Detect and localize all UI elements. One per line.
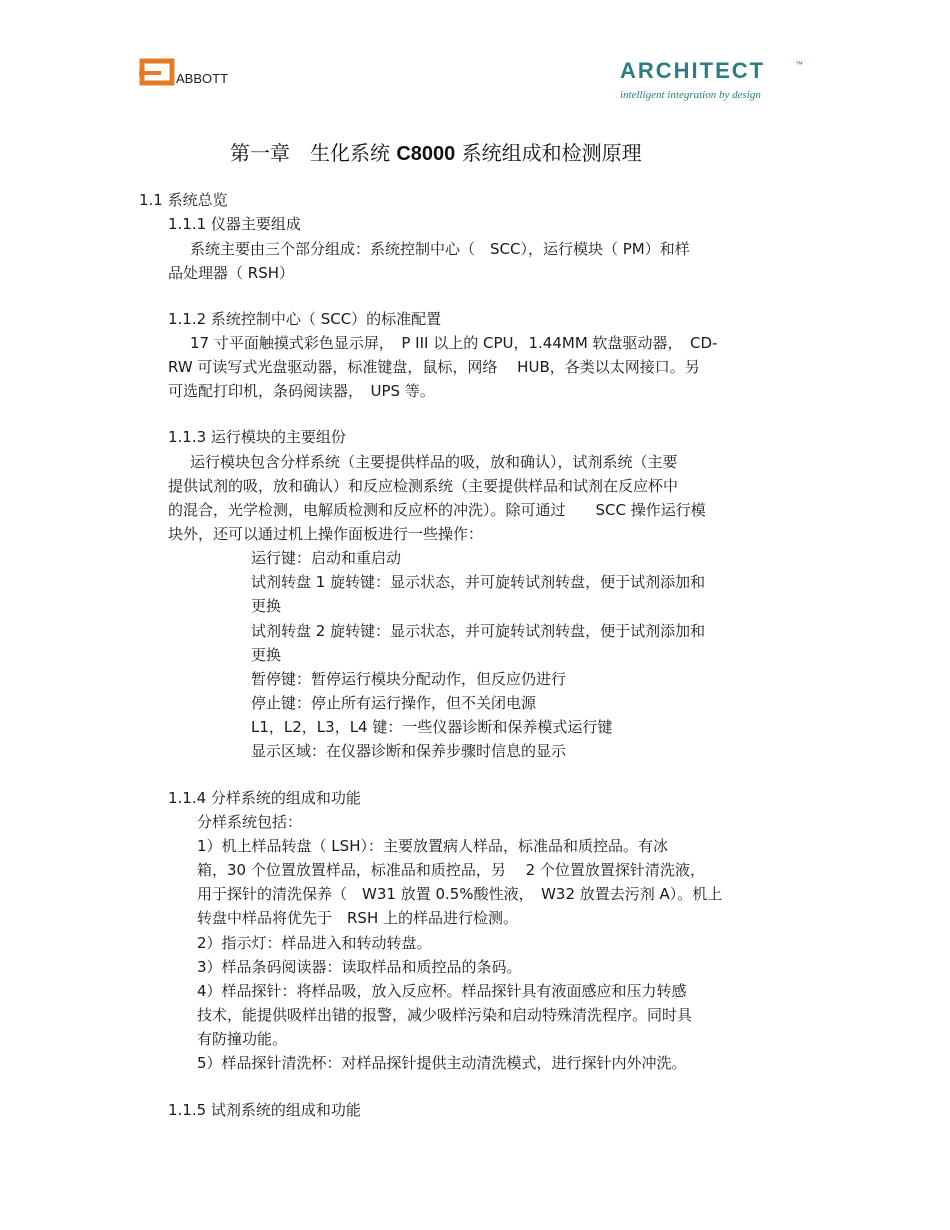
chapter-title-suffix: 系统组成和检测原理	[461, 141, 642, 165]
list-item: 试剂转盘 2 旋转键：显示状态，并可旋转试剂转盘，便于试剂添加和	[251, 622, 706, 640]
paragraph-line: 有防撞功能。	[197, 1030, 288, 1048]
paragraph-line: 5）样品探针清洗杯：对样品探针提供主动清洗模式，进行探针内外冲洗。	[197, 1054, 687, 1072]
chapter-title-prefix: 第一章 生化系统	[230, 141, 390, 165]
list-item: 更换	[251, 646, 282, 664]
list-item: 暂停键：暂停运行模块分配动作，但反应仍进行	[251, 670, 567, 688]
paragraph-line: 可选配打印机，条码阅读器， UPS 等。	[168, 382, 435, 400]
list-item: L1，L2，L3，L4 键：一些仪器诊断和保养模式运行键	[251, 718, 613, 736]
paragraph-line: 技术，能提供吸样出错的报警，减少吸样污染和启动特殊清洗程序。同时具	[197, 1006, 693, 1024]
subsection-heading: 1.1.1 仪器主要组成	[168, 215, 301, 233]
section-heading: 1.1 系统总览	[139, 191, 228, 209]
subsection-heading: 1.1.3 运行模块的主要组份	[168, 428, 346, 446]
subsection-heading: 1.1.4 分样系统的组成和功能	[168, 789, 361, 807]
subsection-heading: 1.1.2 系统控制中心（ SCC）的标准配置	[168, 310, 442, 328]
paragraph-line: 分样系统包括：	[197, 813, 303, 831]
paragraph-line: 提供试剂的吸，放和确认）和反应检测系统（主要提供样品和试剂在反应杯中	[168, 477, 679, 495]
subsection-heading: 1.1.5 试剂系统的组成和功能	[168, 1101, 361, 1119]
abbott-brand-text: ABBOTT	[176, 71, 229, 86]
list-item: 停止键：停止所有运行操作，但不关闭电源	[251, 694, 537, 712]
list-item: 运行键：启动和重启动	[251, 549, 402, 567]
paragraph-line: 2）指示灯：样品进入和转动转盘。	[197, 934, 432, 952]
paragraph-line: 1）机上样品转盘（ LSH）：主要放置病人样品，标准品和质控品。有冰	[197, 837, 668, 855]
architect-tagline: intelligent integration by design	[620, 89, 761, 101]
paragraph-line: 4）样品探针：将样品吸，放入反应杯。样品探针具有液面感应和压力转感	[197, 982, 687, 1000]
paragraph-line: 3）样品条码阅读器：读取样品和质控品的条码。	[197, 958, 522, 976]
architect-logo-text: ARCHITECT	[620, 58, 766, 83]
list-item: 更换	[251, 597, 282, 615]
abbott-logo-icon	[139, 58, 175, 86]
paragraph-line: 的混合，光学检测，电解质检测和反应杯的冲洗）。除可通过 SCC 操作运行模	[168, 501, 706, 519]
paragraph-line: 系统主要由三个部分组成：系统控制中心（ SCC），运行模块（ PM）和样	[190, 240, 690, 258]
paragraph-line: 箱，30 个位置放置样品，标准品和质控品，另 2 个位置放置探针清洗液，	[197, 861, 705, 879]
chapter-title-model: C8000	[396, 143, 456, 165]
paragraph-line: RW 可读写式光盘驱动器，标准键盘，鼠标，网络 HUB，各类以太网接口。另	[168, 358, 700, 376]
paragraph-line: 运行模块包含分样系统（主要提供样品的吸，放和确认），试剂系统（主要	[190, 453, 678, 471]
list-item: 显示区域：在仪器诊断和保养步骤时信息的显示	[251, 742, 567, 760]
paragraph-line: 品处理器（ RSH）	[168, 264, 294, 282]
architect-trademark: ™	[795, 60, 803, 69]
chapter-title	[230, 137, 642, 166]
paragraph-line: 块外，还可以通过机上操作面板进行一些操作：	[168, 525, 484, 543]
paragraph-line: 用于探针的清洗保养（ W31 放置 0.5%酸性液， W32 放置去污剂 A）。机上	[197, 885, 723, 903]
list-item: 试剂转盘 1 旋转键：显示状态，并可旋转试剂转盘，便于试剂添加和	[251, 573, 706, 591]
paragraph-line: 17 寸平面触摸式彩色显示屏， P III 以上的 CPU，1.44MM 软盘驱动器， CD-	[190, 334, 718, 352]
paragraph-line: 转盘中样品将优先于 RSH 上的样品进行检测。	[197, 909, 518, 927]
